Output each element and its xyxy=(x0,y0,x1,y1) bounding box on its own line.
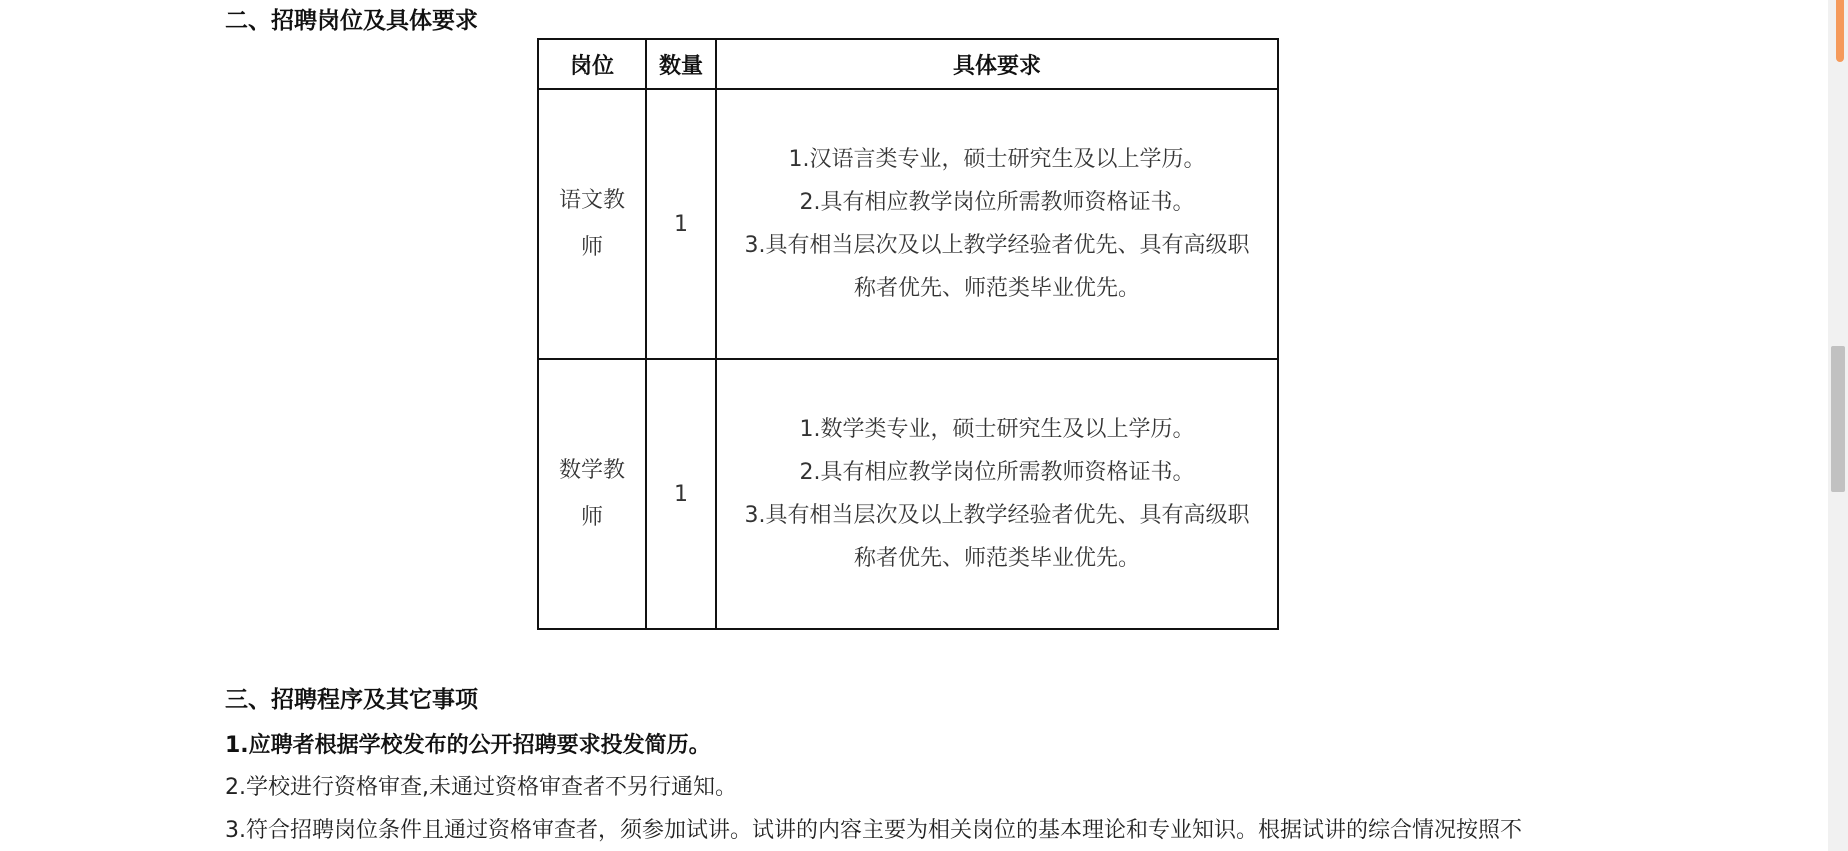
table-row xyxy=(538,359,1278,629)
scrollbar-thumb[interactable] xyxy=(1831,346,1845,492)
header-quantity: 数量 xyxy=(646,39,716,89)
position-cell xyxy=(538,359,646,629)
position-name: 语文教师 xyxy=(558,188,625,260)
requirement-line: 2.具有相应教学岗位所需教师资格证书。 xyxy=(799,190,1195,215)
procedure-item-3: 3.符合招聘岗位条件且通过资格审查者，须参加试讲。试讲的内容主要为相关岗位的基本理论和专业知识。根据试讲的综合情况按照不 xyxy=(225,818,1522,843)
scroll-accent-marker xyxy=(1836,0,1844,62)
position-cell xyxy=(538,89,646,359)
position-name: 数学教师 xyxy=(558,458,625,530)
section-2-heading: 二、招聘岗位及具体要求 xyxy=(225,8,478,34)
table-header-row xyxy=(538,39,1278,89)
section-3-heading: 三、招聘程序及其它事项 xyxy=(225,687,478,713)
header-requirements: 具体要求 xyxy=(716,39,1278,89)
requirements-table xyxy=(537,38,1279,630)
requirements-cell xyxy=(716,359,1278,629)
header-position: 岗位 xyxy=(538,39,646,89)
requirement-line: 3.具有相当层次及以上教学经验者优先、具有高级职称者优先、师范类毕业优先。 xyxy=(744,233,1250,301)
procedure-item-2: 2.学校进行资格审查,未通过资格审查者不另行通知。 xyxy=(225,775,737,800)
requirement-line: 3.具有相当层次及以上教学经验者优先、具有高级职称者优先、师范类毕业优先。 xyxy=(744,503,1250,571)
vertical-scrollbar[interactable] xyxy=(1828,0,1848,851)
requirement-line: 2.具有相应教学岗位所需教师资格证书。 xyxy=(799,460,1195,485)
requirement-line: 1.数学类专业，硕士研究生及以上学历。 xyxy=(799,417,1195,442)
quantity-cell: 1 xyxy=(646,89,716,359)
requirement-line: 1.汉语言类专业，硕士研究生及以上学历。 xyxy=(788,147,1206,172)
quantity-cell: 1 xyxy=(646,359,716,629)
requirements-cell xyxy=(716,89,1278,359)
table-row xyxy=(538,89,1278,359)
procedure-item-1: 1.应聘者根据学校发布的公开招聘要求投发简历。 xyxy=(225,733,711,758)
